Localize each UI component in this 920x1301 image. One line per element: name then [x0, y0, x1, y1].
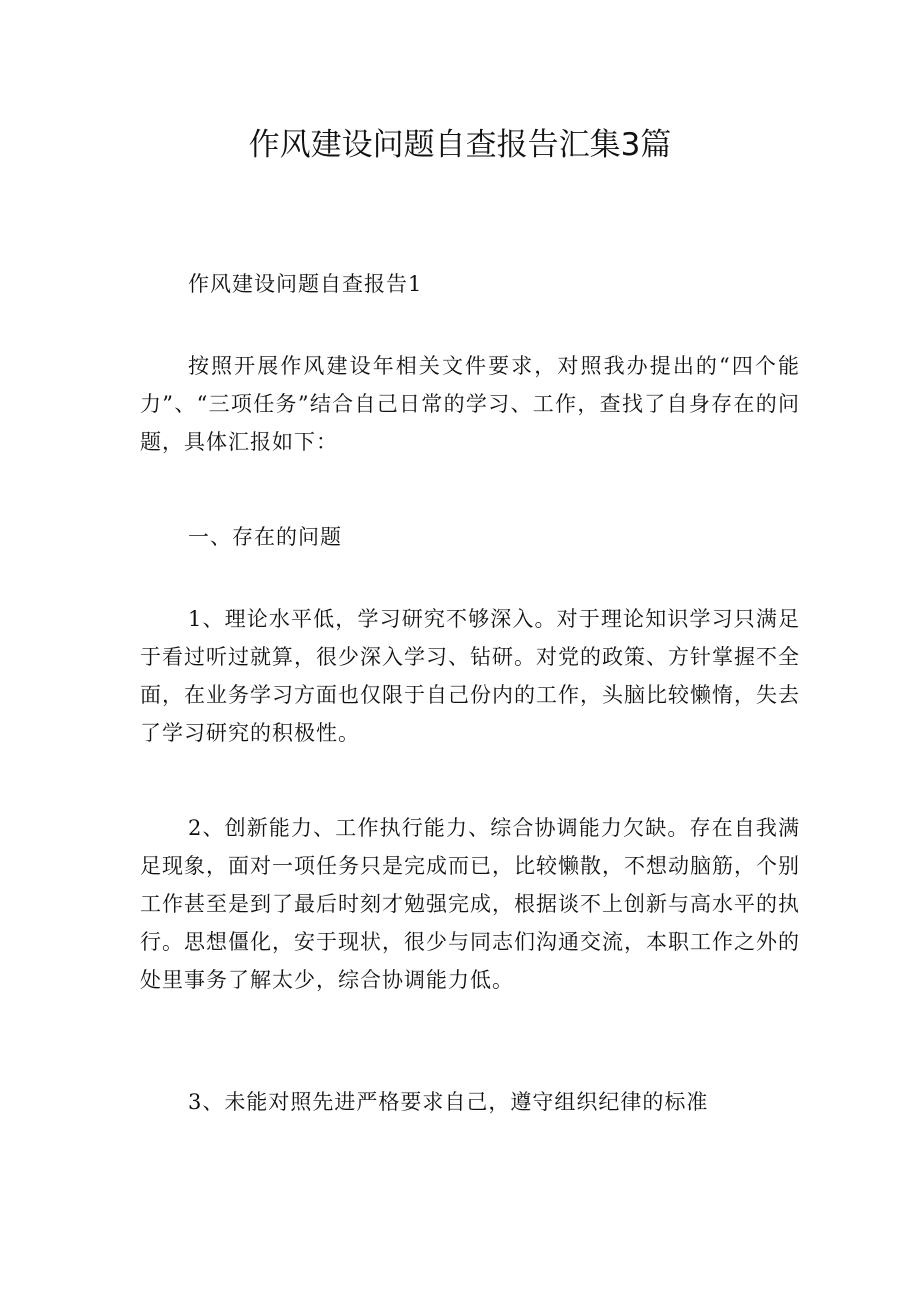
- problem-item-1: 1、理论水平低，学习研究不够深入。对于理论知识学习只满足于看过听过就算，很少深入学习、钻研。对党的政策、方针掌握不全面，在业务学习方面也仅限于自己份内的工作，头脑比较懒惰，失去了学习研究的积极性。: [140, 607, 800, 745]
- section-heading: 一、存在的问题: [188, 525, 342, 549]
- intro-paragraph: 按照开展作风建设年相关文件要求，对照我办提出的“四个能力”、“三项任务”结合自己日常的学习、工作，查找了自身存在的问题，具体汇报如下：: [140, 354, 800, 454]
- document-title: 作风建设问题自查报告汇集3篇: [248, 127, 672, 163]
- problem-item-3: 3、未能对照先进严格要求自己，遵守组织纪律的标准: [188, 1090, 709, 1114]
- problem-item-2: 2、创新能力、工作执行能力、综合协调能力欠缺。存在自我满足现象，面对一项任务只是完成而已，比较懒散，不想动脑筋，个别工作甚至是到了最后时刻才勉强完成，根据谈不上创新与高水平的执行。思想僵化，安于现状，很少与同志们沟通交流，本职工作之外的处里事务了解太少，综合协调能力低。: [140, 816, 800, 992]
- report-subtitle: 作风建设问题自查报告1: [188, 272, 423, 296]
